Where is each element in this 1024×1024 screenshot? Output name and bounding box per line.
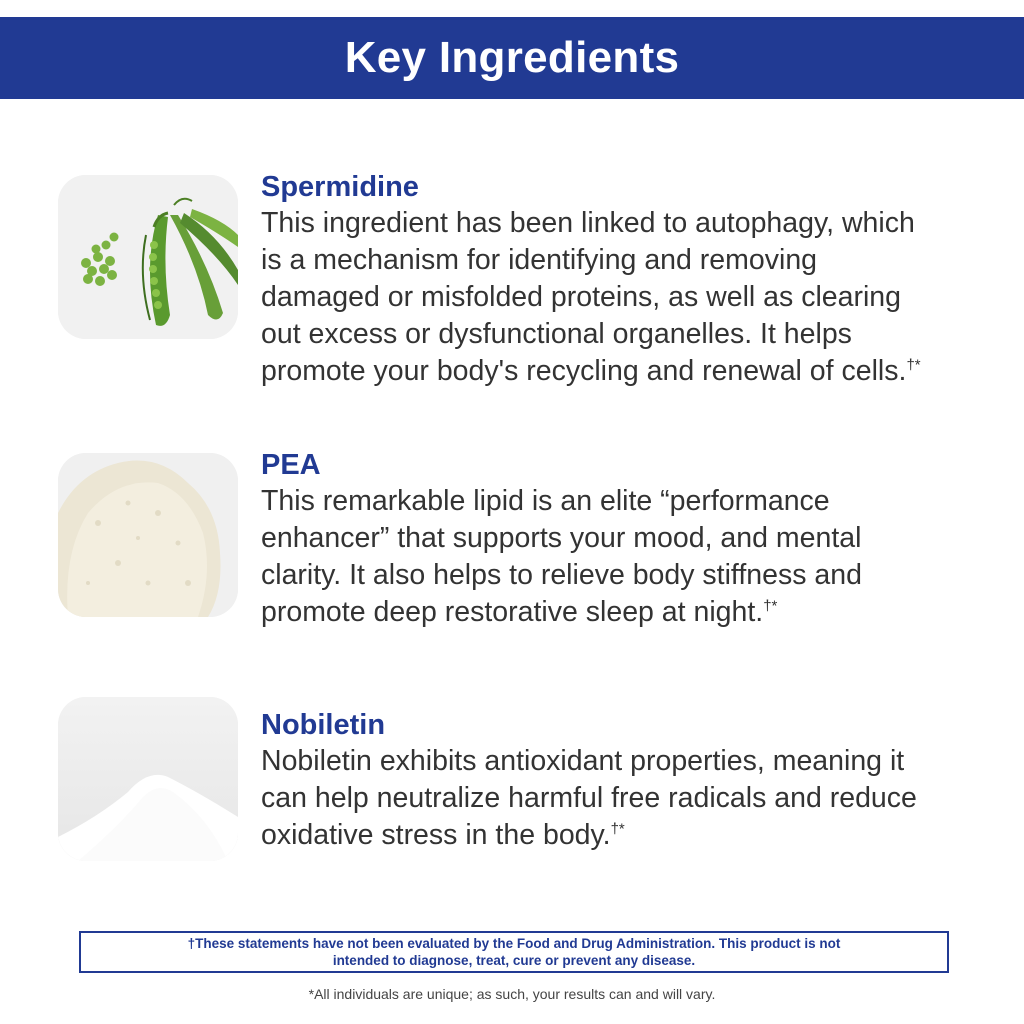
footnote-marker: †* [906, 356, 921, 374]
cream-powder-image [58, 453, 238, 617]
ingredient-text [261, 707, 1001, 854]
footnote-marker: †* [763, 597, 778, 615]
ingredient-name: Nobiletin [261, 709, 386, 741]
white-powder-image [58, 697, 238, 861]
fda-disclaimer-text: †These statements have not been evaluated by the Food and Drug Administration. This product is not intended to diagnose, treat, cure or prevent any disease. [187, 936, 841, 968]
footnote-marker: †* [610, 820, 625, 838]
fda-disclaimer [79, 931, 949, 973]
green-peas-image [58, 175, 238, 339]
header-banner [0, 17, 1024, 99]
page-title: Key Ingredients [344, 33, 680, 82]
ingredient-text [261, 169, 1001, 390]
ingredient-name: Spermidine [261, 171, 419, 203]
ingredient-text [261, 447, 1001, 631]
ingredient-description: Nobiletin exhibits antioxidant properties, meaning it can help neutralize harmful free radicals and reduce oxidative stress in the body.†* [261, 745, 917, 851]
results-footnote: *All individuals are unique; as such, your results can and will vary. [308, 986, 716, 1002]
ingredient-description: This ingredient has been linked to autophagy, which is a mechanism for identifying and removing damaged or misfolded proteins, as well as clearing out excess or dysfunctional organelles. It helps promote your body's recycling and renewal of cells.†* [261, 207, 921, 387]
ingredient-description: This remarkable lipid is an elite “performance enhancer” that supports your mood, and mental clarity. It also helps to relieve body stiffness and promote deep restorative sleep at night.†* [261, 485, 862, 628]
ingredient-name: PEA [261, 449, 321, 481]
